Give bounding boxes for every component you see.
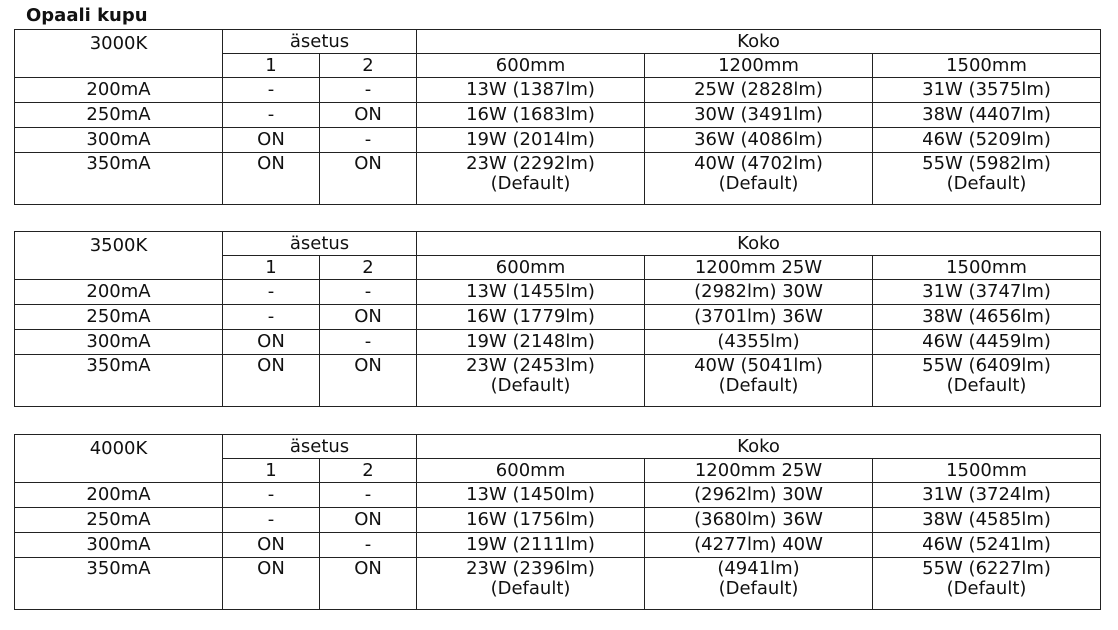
current-cell: 300mA xyxy=(15,128,223,153)
size-1500-cell xyxy=(873,78,1101,103)
size-600-cell xyxy=(417,330,645,355)
size-1500-cell xyxy=(873,355,1101,407)
size-1500-header: 1500mm xyxy=(873,459,1101,483)
size-1500-cell xyxy=(873,305,1101,330)
cell-line: (Default) xyxy=(490,375,571,396)
cell-line: 38W (4585lm) xyxy=(922,509,1051,530)
size-1500-cell xyxy=(873,558,1101,610)
size-600-cell xyxy=(417,153,645,205)
cell-line: (3701lm) 36W xyxy=(694,306,823,327)
cell-line: 40W (4702lm) xyxy=(694,153,823,174)
current-cell: 350mA xyxy=(15,153,223,205)
size-600-cell xyxy=(417,280,645,305)
switch-2-cell: - xyxy=(320,533,417,558)
switch-2-cell: ON xyxy=(320,508,417,533)
switch-2-cell: ON xyxy=(320,153,417,205)
switch-2-cell: - xyxy=(320,330,417,355)
size-600-header: 600mm xyxy=(417,54,645,78)
switch-1-cell: - xyxy=(223,508,320,533)
cell-line: 55W (5982lm) xyxy=(922,153,1051,174)
size-1500-cell xyxy=(873,153,1101,205)
current-cell: 350mA xyxy=(15,558,223,610)
cell-line: 16W (1779lm) xyxy=(466,306,595,327)
current-cell: 250mA xyxy=(15,508,223,533)
cell-line: (Default) xyxy=(946,578,1027,599)
size-header-cell: Koko xyxy=(417,232,1101,256)
cell-line: (Default) xyxy=(718,578,799,599)
cell-line: (3680lm) 36W xyxy=(694,509,823,530)
setting-header-cell: äsetus xyxy=(223,30,417,54)
spec-table-4000k xyxy=(14,434,1101,610)
cell-line: 38W (4407lm) xyxy=(922,104,1051,125)
switch-1-header: 1 xyxy=(223,256,320,280)
size-600-cell xyxy=(417,355,645,407)
size-1500-cell xyxy=(873,330,1101,355)
cell-line: (4941lm) xyxy=(717,558,800,579)
cell-line: (Default) xyxy=(946,173,1027,194)
cell-line: 23W (2292lm) xyxy=(466,153,595,174)
cell-line: 31W (3747lm) xyxy=(922,281,1051,302)
size-1200-cell xyxy=(645,78,873,103)
cell-line: 23W (2396lm) xyxy=(466,558,595,579)
switch-1-cell: - xyxy=(223,305,320,330)
switch-2-header: 2 xyxy=(320,256,417,280)
switch-1-header: 1 xyxy=(223,54,320,78)
size-1200-cell xyxy=(645,128,873,153)
cell-line: 16W (1683lm) xyxy=(466,104,595,125)
spec-table-3000k xyxy=(14,29,1101,205)
current-cell: 250mA xyxy=(15,305,223,330)
switch-1-cell: - xyxy=(223,78,320,103)
switch-1-cell: ON xyxy=(223,355,320,407)
table-row xyxy=(15,508,1101,533)
table-row xyxy=(15,483,1101,508)
switch-2-cell: - xyxy=(320,78,417,103)
color-temperature-cell: 3000K xyxy=(15,30,223,78)
size-600-cell xyxy=(417,305,645,330)
size-header-cell: Koko xyxy=(417,30,1101,54)
size-1200-cell xyxy=(645,558,873,610)
size-600-header: 600mm xyxy=(417,459,645,483)
switch-1-cell: ON xyxy=(223,533,320,558)
table-row xyxy=(15,533,1101,558)
switch-2-header: 2 xyxy=(320,459,417,483)
cell-line: 13W (1450lm) xyxy=(466,484,595,505)
color-temperature-cell: 4000K xyxy=(15,435,223,483)
cell-line: 31W (3724lm) xyxy=(922,484,1051,505)
cell-line: (Default) xyxy=(946,375,1027,396)
color-temperature-cell: 3500K xyxy=(15,232,223,280)
current-cell: 200mA xyxy=(15,483,223,508)
cell-line: 16W (1756lm) xyxy=(466,509,595,530)
table-row xyxy=(15,153,1101,205)
cell-line: 23W (2453lm) xyxy=(466,355,595,376)
size-1500-header: 1500mm xyxy=(873,256,1101,280)
size-header-cell: Koko xyxy=(417,435,1101,459)
switch-1-cell: - xyxy=(223,280,320,305)
size-1200-cell xyxy=(645,330,873,355)
switch-1-cell: - xyxy=(223,103,320,128)
switch-2-cell: - xyxy=(320,128,417,153)
switch-1-cell: ON xyxy=(223,558,320,610)
cell-line: 46W (4459lm) xyxy=(922,331,1051,352)
switch-1-cell: ON xyxy=(223,330,320,355)
size-1200-header: 1200mm xyxy=(645,54,873,78)
size-1500-cell xyxy=(873,128,1101,153)
size-600-header: 600mm xyxy=(417,256,645,280)
table-row xyxy=(15,103,1101,128)
switch-2-header: 2 xyxy=(320,54,417,78)
size-1200-cell xyxy=(645,483,873,508)
current-cell: 300mA xyxy=(15,533,223,558)
table-row xyxy=(15,305,1101,330)
size-1200-header: 1200mm 25W xyxy=(645,459,873,483)
cell-line: 55W (6227lm) xyxy=(922,558,1051,579)
size-1200-cell xyxy=(645,355,873,407)
cell-line: 31W (3575lm) xyxy=(922,79,1051,100)
cell-line: 36W (4086lm) xyxy=(694,129,823,150)
switch-1-cell: ON xyxy=(223,153,320,205)
cell-line: 19W (2148lm) xyxy=(466,331,595,352)
size-600-cell xyxy=(417,558,645,610)
cell-line: (Default) xyxy=(718,173,799,194)
table-row xyxy=(15,128,1101,153)
table-row xyxy=(15,355,1101,407)
size-1200-cell xyxy=(645,103,873,128)
table-row xyxy=(15,280,1101,305)
size-600-cell xyxy=(417,508,645,533)
switch-1-cell: ON xyxy=(223,128,320,153)
cell-line: (Default) xyxy=(490,173,571,194)
cell-line: 19W (2014lm) xyxy=(466,129,595,150)
size-600-cell xyxy=(417,78,645,103)
size-1500-cell xyxy=(873,103,1101,128)
size-1500-cell xyxy=(873,280,1101,305)
size-1500-cell xyxy=(873,533,1101,558)
switch-1-cell: - xyxy=(223,483,320,508)
header-row xyxy=(15,232,1101,256)
cell-line: 30W (3491lm) xyxy=(694,104,823,125)
table-row xyxy=(15,78,1101,103)
table-row xyxy=(15,558,1101,610)
current-cell: 300mA xyxy=(15,330,223,355)
cell-line: 46W (5241lm) xyxy=(922,534,1051,555)
cell-line: 13W (1455lm) xyxy=(466,281,595,302)
switch-2-cell: - xyxy=(320,280,417,305)
size-600-cell xyxy=(417,103,645,128)
cell-line: 46W (5209lm) xyxy=(922,129,1051,150)
size-1200-header: 1200mm 25W xyxy=(645,256,873,280)
cell-line: (4277lm) 40W xyxy=(694,534,823,555)
cell-line: 38W (4656lm) xyxy=(922,306,1051,327)
cell-line: 40W (5041lm) xyxy=(694,355,823,376)
document-title: Opaali kupu xyxy=(26,5,148,26)
cell-line: 19W (2111lm) xyxy=(466,534,595,555)
setting-header-cell: äsetus xyxy=(223,435,417,459)
table-row xyxy=(15,330,1101,355)
size-1500-header: 1500mm xyxy=(873,54,1101,78)
switch-1-header: 1 xyxy=(223,459,320,483)
setting-header-cell: äsetus xyxy=(223,232,417,256)
cell-line: 13W (1387lm) xyxy=(466,79,595,100)
cell-line: 25W (2828lm) xyxy=(694,79,823,100)
current-cell: 350mA xyxy=(15,355,223,407)
header-row xyxy=(15,435,1101,459)
size-1200-cell xyxy=(645,305,873,330)
size-600-cell xyxy=(417,533,645,558)
size-1200-cell xyxy=(645,153,873,205)
switch-2-cell: ON xyxy=(320,305,417,330)
size-1500-cell xyxy=(873,508,1101,533)
spec-table-3500k xyxy=(14,231,1101,407)
cell-line: (Default) xyxy=(490,578,571,599)
current-cell: 250mA xyxy=(15,103,223,128)
switch-2-cell: - xyxy=(320,483,417,508)
size-1200-cell xyxy=(645,533,873,558)
size-1200-cell xyxy=(645,280,873,305)
size-1200-cell xyxy=(645,508,873,533)
switch-2-cell: ON xyxy=(320,355,417,407)
current-cell: 200mA xyxy=(15,78,223,103)
current-cell: 200mA xyxy=(15,280,223,305)
cell-line: 55W (6409lm) xyxy=(922,355,1051,376)
switch-2-cell: ON xyxy=(320,103,417,128)
size-600-cell xyxy=(417,128,645,153)
size-1500-cell xyxy=(873,483,1101,508)
size-600-cell xyxy=(417,483,645,508)
switch-2-cell: ON xyxy=(320,558,417,610)
header-row xyxy=(15,30,1101,54)
cell-line: (2982lm) 30W xyxy=(694,281,823,302)
cell-line: (Default) xyxy=(718,375,799,396)
cell-line: (2962lm) 30W xyxy=(694,484,823,505)
cell-line: (4355lm) xyxy=(717,331,800,352)
